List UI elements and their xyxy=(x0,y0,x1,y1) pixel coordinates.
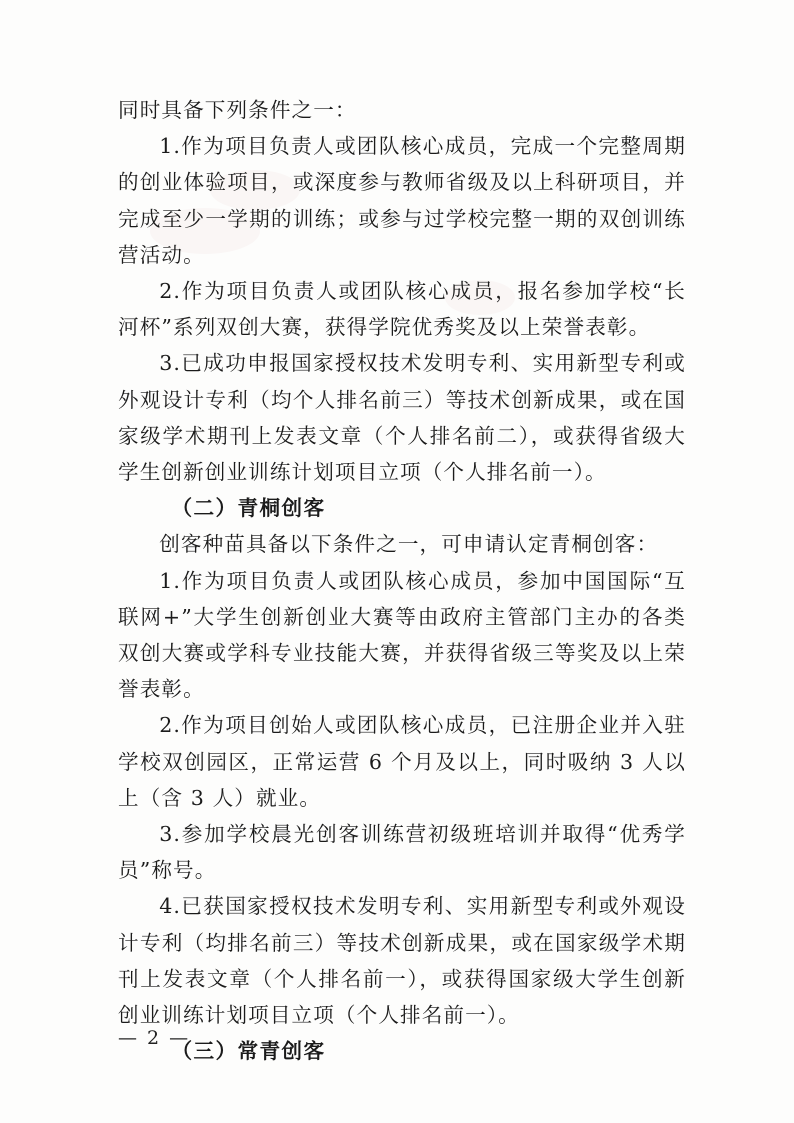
intro-paragraph: 同时具备下列条件之一： xyxy=(118,98,357,122)
qingtong-item-3: 3.参加学校晨光创客训练营初级班培训并取得“优秀学员”称号。 xyxy=(118,822,686,883)
document-body xyxy=(118,92,686,1069)
qingtong-item-1: 1.作为项目负责人或团队核心成员，参加中国国际“互联网+”大学生创新创业大赛等由政府主管部门主办的各类双创大赛或学科专业技能大赛，并获得省级三等奖及以上荣誉表彰。 xyxy=(118,568,686,702)
criteria-item-3: 3.已成功申报国家授权技术发明专利、实用新型专利或外观设计专利（均个人排名前三）等技术创新成果，或在国家级学术期刊上发表文章（个人排名前二），或获得省级大学生创新创业训练计划项目立项（个人排名前一）。 xyxy=(118,351,686,485)
page-number: — 2 — xyxy=(118,1027,191,1049)
criteria-item-1: 1.作为项目负责人或团队核心成员，完成一个完整周期的创业体验项目，或深度参与教师省级及以上科研项目，并完成至少一学期的训练；或参与过学校完整一期的双创训练营活动。 xyxy=(118,134,686,267)
section-heading-changqing: （三）常青创客 xyxy=(171,1039,326,1064)
qingtong-item-2: 2.作为项目创始人或团队核心成员，已注册企业并入驻学校双创园区，正常运营 6 个月及以上，同时吸纳 3 人以上（含 3 人）就业。 xyxy=(118,713,686,810)
qingtong-intro-paragraph: 创客种苗具备以下条件之一，可申请认定青桐创客： xyxy=(159,532,659,557)
qingtong-item-4: 4.已获国家授权技术发明专利、实用新型专利或外观设计专利（均排名前三）等技术创新成果，或在国家级学术期刊上发表文章（个人排名前一），或获得国家级大学生创新创业训练计划项目立项（个人排名前一）。 xyxy=(118,894,686,1028)
criteria-item-2: 2.作为项目负责人或团队核心成员，报名参加学校“长河杯”系列双创大赛，获得学院优秀奖及以上荣誉表彰。 xyxy=(118,279,686,340)
section-heading-qingtong: （二）青桐创客 xyxy=(171,496,326,521)
